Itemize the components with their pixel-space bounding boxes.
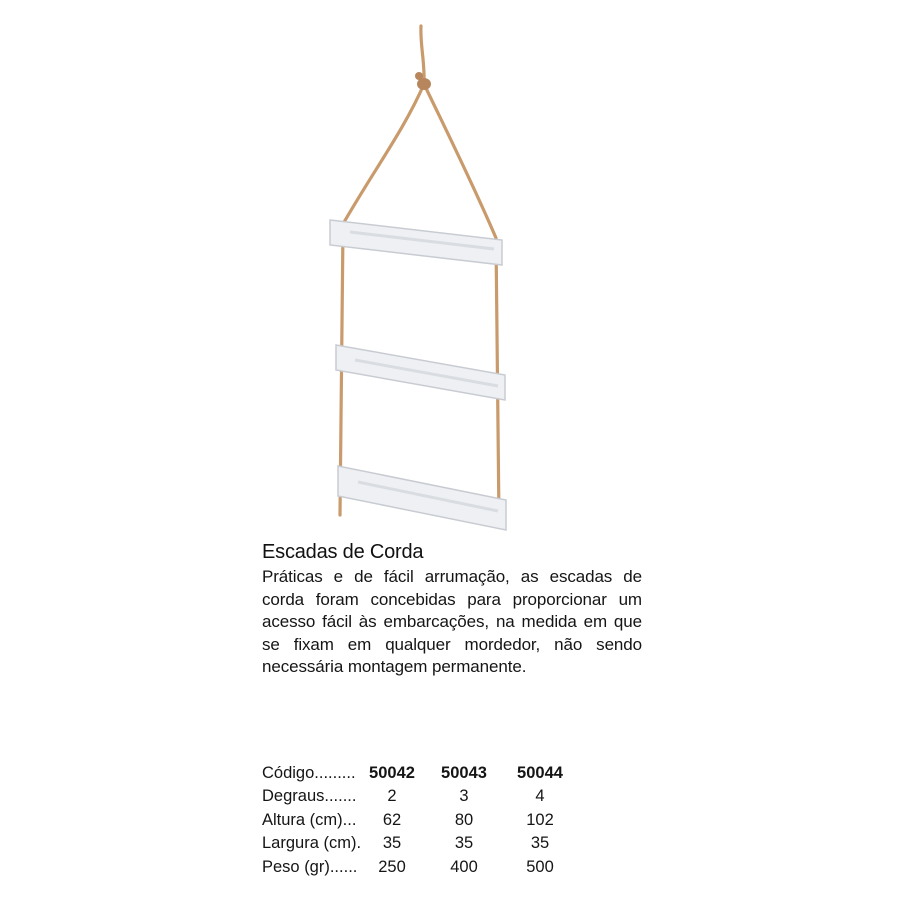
spec-value: 250 — [378, 857, 406, 876]
spec-value: 35 — [530, 834, 550, 853]
table-row — [262, 832, 568, 855]
product-title: Escadas de Corda — [262, 541, 424, 563]
table-row — [262, 762, 568, 785]
table-row — [262, 785, 568, 808]
spec-label: Altura (cm)... — [262, 810, 357, 829]
spec-value: 400 — [450, 857, 478, 876]
table-row — [262, 809, 568, 832]
table-row — [262, 856, 568, 879]
spec-label: Peso (gr)...... — [262, 857, 358, 876]
spec-value: 50044 — [517, 764, 563, 782]
spec-label: Largura (cm). — [262, 834, 362, 853]
ladder-step — [330, 220, 502, 265]
spec-value: 50042 — [369, 764, 415, 782]
specs-table — [262, 762, 568, 879]
spec-value: 4 — [535, 787, 545, 806]
rope — [340, 26, 499, 520]
product-info — [262, 540, 642, 679]
ladder-steps — [330, 220, 506, 530]
spec-value: 50043 — [441, 764, 487, 782]
spec-label: Código......... — [262, 764, 356, 782]
spec-value: 62 — [382, 810, 402, 829]
ladder-step — [338, 466, 506, 530]
ladder-step — [336, 345, 505, 400]
spec-value: 102 — [526, 810, 554, 829]
spec-value: 3 — [459, 787, 469, 806]
spec-value: 80 — [454, 810, 474, 829]
spec-value: 500 — [526, 857, 554, 876]
product-description: Práticas e de fácil arrumação, as escadas de corda foram concebidas para proporcionar um acesso fácil às embarcações, na medida em que se fixam em qualquer mordedor, não sendo necessária montagem permanente. — [262, 567, 642, 677]
spec-label: Degraus....... — [262, 787, 357, 806]
spec-value: 2 — [387, 787, 397, 806]
spec-value: 35 — [454, 834, 474, 853]
spec-value: 35 — [382, 834, 402, 853]
